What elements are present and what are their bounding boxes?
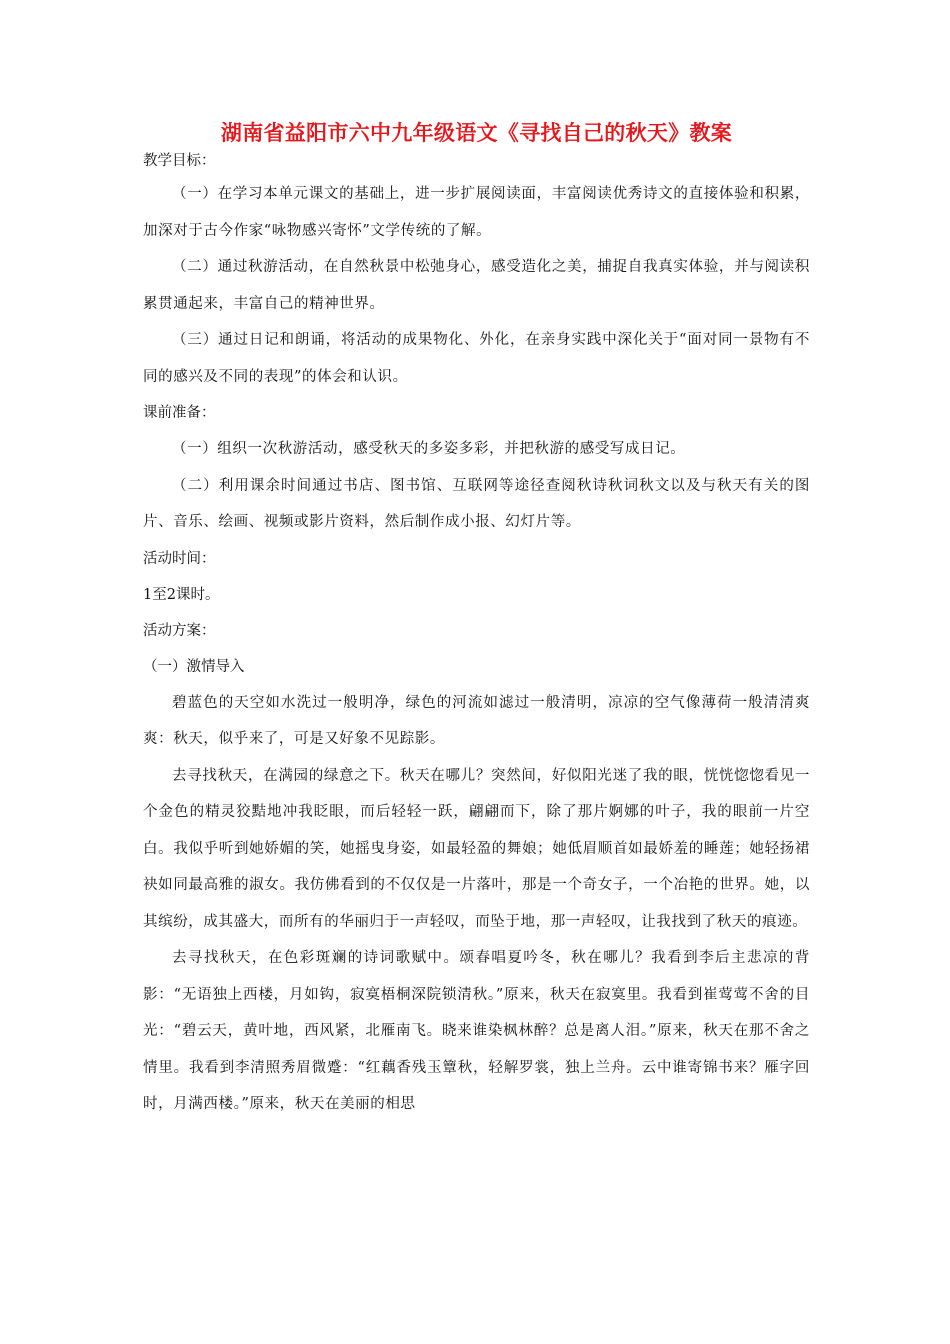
intro-paragraph-2: 去寻找秋天，在满园的绿意之下。秋天在哪儿？突然间，好似阳光迷了我的眼，恍恍惚惚看见一个金色的精灵狡黠地冲我眨眼，而后轻轻一跃，翩翩而下，除了那片婀娜的叶子，我的眼前一片空白。我似乎听到她娇媚的笑，她摇曳身姿，如最轻盈的舞娘；她低眉顺首如最娇羞的睡莲；她轻扬裙袂如同最高雅的淑女。我仿佛看到的不仅仅是一片落叶，那是一个奇女子，一个冶艳的世界。她，以其缤纷，成其盛大，而所有的华丽归于一声轻叹，而坠于地，那一声轻叹，让我找到了秋天的痕迹。 — [143, 767, 810, 930]
time-heading: 活动时间： — [143, 550, 216, 567]
time-value: 1至2课时。 — [143, 586, 220, 603]
goal-paragraph-3: （三）通过日记和朗诵，将活动的成果物化、外化，在亲身实践中深化关于“面对同一景物有不同的感兴及不同的表现”的体会和认识。 — [143, 332, 810, 385]
prep-paragraph-1: （一）组织一次秋游活动，感受秋天的多姿多彩，并把秋游的感受写成日记。 — [172, 441, 686, 457]
goal-paragraph-2: （二）通过秋游活动，在自然秋景中松弛身心，感受造化之美，捕捉自我真实体验，并与阅读积累贯通起来，丰富自己的精神世界。 — [143, 259, 810, 312]
intro-paragraph-1: 碧蓝色的天空如水洗过一般明净，绿色的河流如滤过一般清明，凉凉的空气像薄荷一般清清爽爽：秋天，似乎来了，可是又好象不见踪影。 — [143, 694, 810, 747]
document-title: 湖南省益阳市六中九年级语文《寻找自己的秋天》教案 — [220, 120, 733, 145]
document-page — [143, 118, 810, 1123]
plan-step-1-heading: （一）激情导入 — [143, 658, 245, 675]
prep-paragraph-2: （二）利用课余时间通过书店、图书馆、互联网等途径查阅秋诗秋词秋文以及与秋天有关的图片、音乐、绘画、视频或影片资料，然后制作成小报、幻灯片等。 — [143, 477, 810, 530]
goals-heading: 教学目标： — [143, 153, 216, 169]
goal-paragraph-1: （一）在学习本单元课文的基础上，进一步扩展阅读面，丰富阅读优秀诗文的直接体验和积累，加深对于古今作家“咏物感兴寄怀”文学传统的了解。 — [143, 186, 810, 239]
prep-heading: 课前准备： — [143, 405, 216, 421]
intro-paragraph-3: 去寻找秋天，在色彩斑斓的诗词歌赋中。颂春唱夏吟冬，秋在哪儿？我看到李后主悲凉的背影：“无语独上西楼，月如钩，寂寞梧桐深院锁清秋。”原来，秋天在寂寞里。我看到崔莺莺不舍的目光：“碧云天，黄叶地，西风紧，北雁南飞。晓来谁染枫林醉？总是离人泪。”原来，秋天在那不舍之情里。我看到李清照秀眉微蹙：“红藕香残玉簟秋，轻解罗裳，独上兰舟。云中谁寄锦书来？雁字回时，月满西楼。”原来，秋天在美丽的相思 — [143, 950, 810, 1112]
plan-heading: 活动方案： — [143, 622, 216, 639]
